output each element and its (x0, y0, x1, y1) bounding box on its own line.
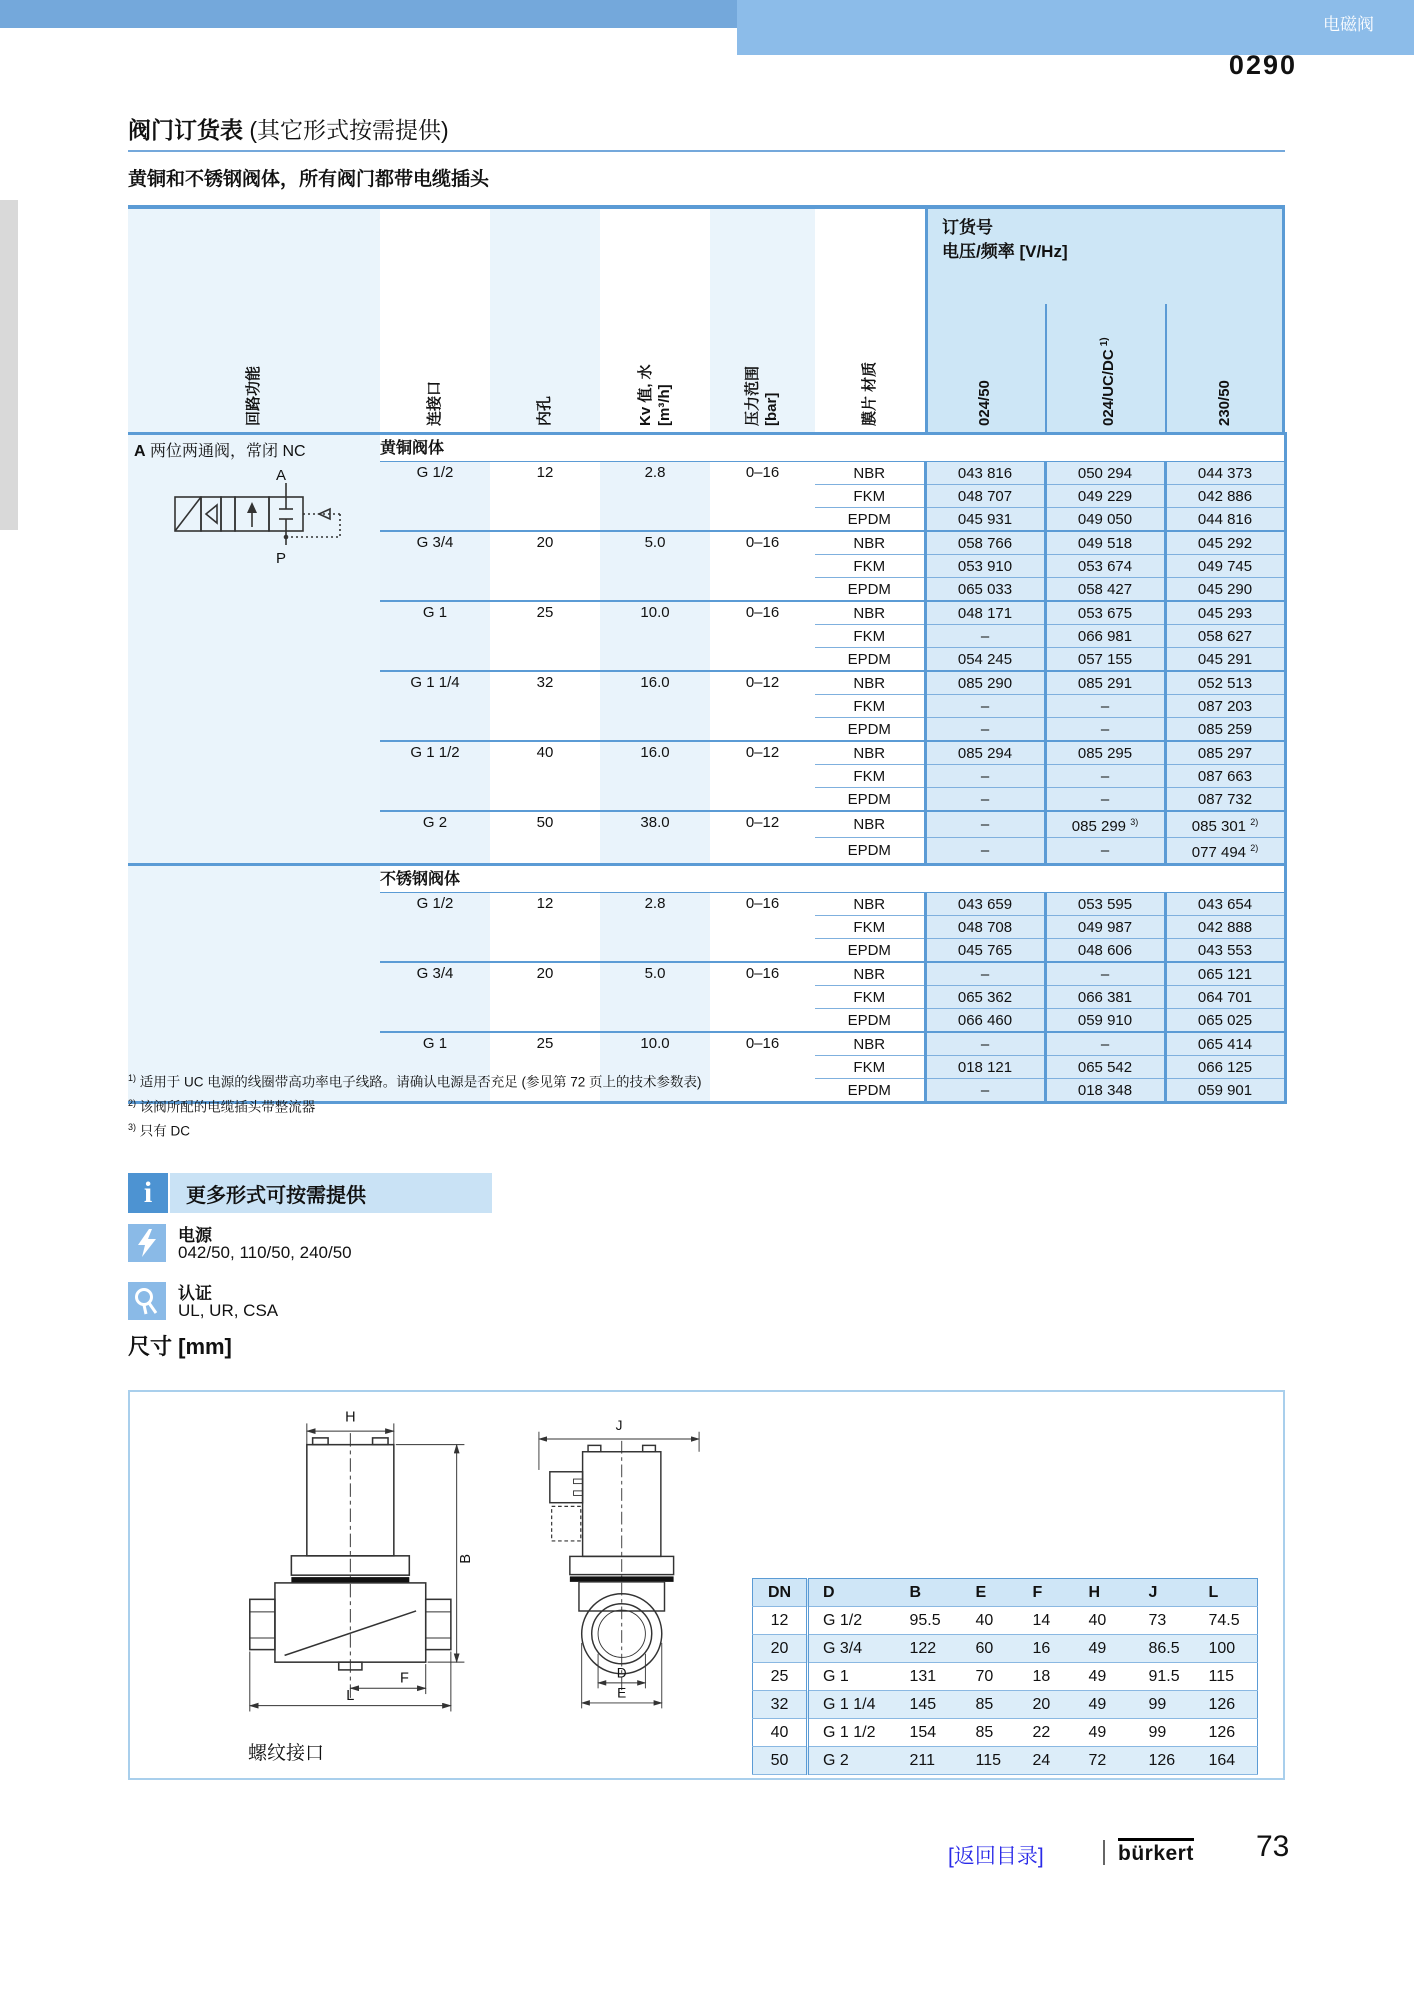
order-number-cell: 018 121 (925, 1056, 1045, 1079)
dim-cell: 70 (962, 1663, 1019, 1691)
order-number-cell: 064 701 (1165, 986, 1285, 1009)
dim-cell: 122 (896, 1635, 962, 1663)
info-banner: 更多形式可按需提供 (170, 1173, 492, 1213)
order-number-cell: 066 460 (925, 1009, 1045, 1033)
order-number-cell: 066 381 (1045, 986, 1165, 1009)
dim-cell: G 2 (808, 1747, 896, 1775)
order-number-cell: 045 931 (925, 508, 1045, 532)
order-number-cell: 042 886 (1165, 485, 1285, 508)
dim-col-header: D (808, 1579, 896, 1607)
circuit-function-block (134, 438, 374, 569)
voltage-col-divider (1165, 304, 1167, 432)
material-cell: NBR (815, 601, 925, 625)
order-number-cell: 077 494 $^{2)}$ (1165, 838, 1285, 865)
order-number-cell: 048 708 (925, 916, 1045, 939)
order-number-cell: 085 299 $^{3)}$ (1045, 811, 1165, 838)
conn-cell: G 1/2 (380, 462, 490, 532)
dim-cell: 211 (896, 1747, 962, 1775)
conn-cell: G 1/2 (380, 893, 490, 963)
material-cell: EPDM (815, 1009, 925, 1033)
material-cell: NBR (815, 962, 925, 986)
dim-cell: G 1 1/2 (808, 1719, 896, 1747)
footnote-3: $^{3)}$ 只有 DC (128, 1122, 191, 1139)
dim-cell: G 1 1/4 (808, 1691, 896, 1719)
brand-logo: bürkert (1118, 1838, 1194, 1866)
table-row (753, 1719, 1258, 1747)
order-number-cell: 085 294 (925, 741, 1045, 765)
order-number-cell: 049 229 (1045, 485, 1165, 508)
table-row (753, 1607, 1258, 1635)
kv-cell: 10.0 (600, 601, 710, 671)
dim-col-header: B (896, 1579, 962, 1607)
col-header-voltage-230-50: 230/50 (1216, 380, 1233, 426)
port-p-label: P (275, 550, 287, 567)
section-tab-label: 电磁阀 (1323, 15, 1374, 34)
col-header-pressure: 压力范围 [bar] (744, 365, 780, 426)
material-cell: EPDM (815, 578, 925, 602)
dim-cell: 115 (1195, 1663, 1258, 1691)
order-number-cell: 044 373 (1165, 462, 1285, 485)
col-header-voltage-024-ucdc: 024/UC/DC $^{1)}$ (1099, 337, 1117, 426)
order-number-cell: – (925, 625, 1045, 648)
pressure-cell: 0–16 (710, 462, 815, 532)
pressure-cell: 0–12 (710, 741, 815, 811)
conn-cell: G 1 (380, 601, 490, 671)
kv-cell: 5.0 (600, 531, 710, 601)
dim-cell: 126 (1195, 1719, 1258, 1747)
dim-cell: 20 (1019, 1691, 1075, 1719)
order-table (128, 205, 1285, 1104)
voltage-col-divider (1045, 304, 1047, 432)
order-number-cell: – (1045, 838, 1165, 865)
order-number-cell: – (925, 1032, 1045, 1056)
order-number-cell: – (1045, 1032, 1165, 1056)
dim-col-header: E (962, 1579, 1019, 1607)
dim-cell: 99 (1135, 1691, 1195, 1719)
bore-cell: 32 (490, 671, 600, 741)
pressure-cell: 0–16 (710, 962, 815, 1032)
order-number-cell: – (925, 695, 1045, 718)
dim-cell: 99 (1135, 1719, 1195, 1747)
material-cell: EPDM (815, 718, 925, 742)
order-number-cell: – (925, 838, 1045, 865)
pressure-cell: 0–16 (710, 1032, 815, 1103)
kv-cell: 38.0 (600, 811, 710, 865)
order-number-cell: 058 427 (1045, 578, 1165, 602)
dim-col-header: F (1019, 1579, 1075, 1607)
material-cell: FKM (815, 916, 925, 939)
certification-seal-icon (128, 1282, 166, 1320)
order-number-cell: 085 295 (1045, 741, 1165, 765)
order-number-cell: 054 245 (925, 648, 1045, 672)
col-header-kv: Kv 值, 水 [m³/h] (637, 364, 673, 426)
page-edge-marker (0, 200, 18, 530)
col-header-material: 膜片 材质 (861, 361, 878, 426)
order-number-cell: – (925, 718, 1045, 742)
document-number: 0290 (1228, 50, 1297, 80)
kv-cell: 2.8 (600, 462, 710, 532)
material-cell: EPDM (815, 648, 925, 672)
col-header-connection: 连接口 (426, 380, 443, 426)
conn-cell: G 2 (380, 811, 490, 865)
dim-cell: 20 (753, 1635, 808, 1663)
material-cell: NBR (815, 741, 925, 765)
dim-cell: 12 (753, 1607, 808, 1635)
dim-label-h: H (345, 1409, 356, 1426)
order-table-header (128, 205, 1285, 432)
col-header-circuit-function: 回路功能 (245, 365, 262, 426)
dim-cell: 95.5 (896, 1607, 962, 1635)
pressure-cell: 0–12 (710, 671, 815, 741)
order-number-cell: 065 362 (925, 986, 1045, 1009)
power-values: 042/50, 110/50, 240/50 (178, 1243, 352, 1262)
kv-cell: 16.0 (600, 741, 710, 811)
bore-cell: 40 (490, 741, 600, 811)
material-cell: EPDM (815, 939, 925, 963)
bore-cell: 12 (490, 893, 600, 963)
dim-cell: 72 (1075, 1747, 1135, 1775)
order-number-cell: 059 901 (1165, 1079, 1285, 1103)
dim-cell: G 1/2 (808, 1607, 896, 1635)
order-number-cell: 065 121 (1165, 962, 1285, 986)
footer-divider (1103, 1840, 1105, 1865)
dim-cell: 86.5 (1135, 1635, 1195, 1663)
valve-circuit-symbol (172, 469, 382, 569)
order-number-cell: 045 290 (1165, 578, 1285, 602)
dim-cell: 145 (896, 1691, 962, 1719)
dim-label-b: B (458, 1553, 475, 1564)
material-cell: NBR (815, 1032, 925, 1056)
dim-cell: 100 (1195, 1635, 1258, 1663)
material-cell: NBR (815, 811, 925, 838)
dim-label-e: E (617, 1685, 627, 1701)
dim-cell: 115 (962, 1747, 1019, 1775)
bore-cell: 50 (490, 811, 600, 865)
bore-cell: 25 (490, 1032, 600, 1103)
order-number-cell: 057 155 (1045, 648, 1165, 672)
port-a-label: A (275, 469, 287, 484)
power-icon (128, 1224, 166, 1262)
material-cell: FKM (815, 1056, 925, 1079)
order-number-cell: 053 595 (1045, 893, 1165, 916)
material-cell: FKM (815, 485, 925, 508)
order-number-cell: 085 301 $^{2)}$ (1165, 811, 1285, 838)
material-cell: EPDM (815, 788, 925, 812)
dim-cell: 126 (1195, 1691, 1258, 1719)
order-number-cell: 044 816 (1165, 508, 1285, 532)
order-number-line1: 订货号 (942, 218, 993, 237)
order-number-cell: 043 654 (1165, 893, 1285, 916)
order-number-cell: 049 050 (1045, 508, 1165, 532)
order-number-cell: 065 542 (1045, 1056, 1165, 1079)
material-cell: EPDM (815, 838, 925, 865)
order-number-cell: 045 293 (1165, 601, 1285, 625)
dim-label-d: D (616, 1665, 627, 1681)
info-icon: i (128, 1173, 168, 1213)
pressure-cell: 0–16 (710, 531, 815, 601)
dim-cell: 154 (896, 1719, 962, 1747)
order-number-cell: 058 766 (925, 531, 1045, 555)
kv-cell: 10.0 (600, 1032, 710, 1103)
bore-cell: 12 (490, 462, 600, 532)
order-number-cell: 048 707 (925, 485, 1045, 508)
order-number-cell: – (1045, 765, 1165, 788)
table-row (753, 1747, 1258, 1775)
page-title (128, 112, 449, 145)
dim-cell: 24 (1019, 1747, 1075, 1775)
order-number-cell: 085 290 (925, 671, 1045, 695)
conn-cell: G 3/4 (380, 531, 490, 601)
order-number-cell: 052 513 (1165, 671, 1285, 695)
order-number-cell: 048 171 (925, 601, 1045, 625)
pressure-cell: 0–12 (710, 811, 815, 865)
power-label: 电源 (178, 1226, 212, 1245)
dim-cell: 32 (753, 1691, 808, 1719)
order-number-cell: 018 348 (1045, 1079, 1165, 1103)
table-subtitle: 黄铜和不锈钢阀体，所有阀门都带电缆插头 (128, 169, 490, 190)
order-number-cell: 085 259 (1165, 718, 1285, 742)
dim-cell: 49 (1075, 1635, 1135, 1663)
dim-cell: 85 (962, 1719, 1019, 1747)
dim-cell: G 3/4 (808, 1635, 896, 1663)
order-number-cell: – (925, 765, 1045, 788)
dim-cell: 50 (753, 1747, 808, 1775)
dim-cell: 25 (753, 1663, 808, 1691)
order-number-cell: 042 888 (1165, 916, 1285, 939)
material-cell: NBR (815, 531, 925, 555)
circuit-function-letter: A (134, 443, 146, 460)
table-row (753, 1663, 1258, 1691)
pressure-cell: 0–16 (710, 893, 815, 963)
bore-cell: 25 (490, 601, 600, 671)
valve-side-view-drawing (528, 1406, 710, 1725)
order-number-cell: 049 745 (1165, 555, 1285, 578)
dim-cell: 40 (962, 1607, 1019, 1635)
circuit-function-cell (128, 865, 380, 1103)
table-row (753, 1691, 1258, 1719)
material-cell: FKM (815, 986, 925, 1009)
dim-col-header: J (1135, 1579, 1195, 1607)
kv-cell: 5.0 (600, 962, 710, 1032)
material-cell: EPDM (815, 508, 925, 532)
dimension-table-header-row (753, 1579, 1258, 1607)
bore-cell: 20 (490, 531, 600, 601)
kv-cell: 16.0 (600, 671, 710, 741)
kv-cell: 2.8 (600, 893, 710, 963)
order-number-cell: 087 732 (1165, 788, 1285, 812)
dim-cell: 73 (1135, 1607, 1195, 1635)
footnotes (128, 1068, 702, 1142)
dim-cell: 164 (1195, 1747, 1258, 1775)
footnote-1: $^{1)}$ 适用于 UC 电源的线圈带高功率电子线路。请确认电源是否充足 (参见第 72 页上的技术参数表) (128, 1073, 702, 1090)
top-bar-right (737, 0, 1414, 55)
order-number-cell: – (925, 788, 1045, 812)
title-rule (128, 150, 1285, 152)
body-material-label: 黄铜阀体 (380, 434, 1285, 462)
table-row (753, 1635, 1258, 1663)
material-cell: FKM (815, 695, 925, 718)
dim-label-f: F (400, 1670, 409, 1687)
order-number-cell: 065 414 (1165, 1032, 1285, 1056)
back-to-contents-link[interactable]: [返回目录] (948, 1845, 1044, 1868)
material-cell: FKM (815, 625, 925, 648)
order-number-cell: 043 553 (1165, 939, 1285, 963)
dimension-table (752, 1578, 1258, 1775)
material-cell: NBR (815, 671, 925, 695)
dim-cell: 18 (1019, 1663, 1075, 1691)
order-number-cell: 058 627 (1165, 625, 1285, 648)
dim-cell: 49 (1075, 1719, 1135, 1747)
order-number-cell: 045 765 (925, 939, 1045, 963)
order-number-cell: – (1045, 695, 1165, 718)
dim-cell: 74.5 (1195, 1607, 1258, 1635)
order-number-cell: 053 674 (1045, 555, 1165, 578)
conn-cell: G 1 (380, 1032, 490, 1103)
order-number-cell: 065 033 (925, 578, 1045, 602)
page-title-note: (其它形式按需提供) (249, 117, 449, 143)
dim-cell: 60 (962, 1635, 1019, 1663)
dim-col-header: DN (753, 1579, 808, 1607)
material-cell: EPDM (815, 1079, 925, 1103)
bore-cell: 20 (490, 962, 600, 1032)
certification-values: UL, UR, CSA (178, 1301, 279, 1320)
page-title-main: 阀门订货表 (128, 117, 243, 143)
order-number-cell: 087 663 (1165, 765, 1285, 788)
valve-front-view-drawing (215, 1406, 505, 1725)
dim-cell: 126 (1135, 1747, 1195, 1775)
top-bar-left (0, 0, 737, 28)
material-cell: FKM (815, 765, 925, 788)
order-number-cell: 053 910 (925, 555, 1045, 578)
dimensions-heading: 尺寸 [mm] (128, 1334, 232, 1359)
circuit-function-text: 两位两通阀，常闭 NC (150, 443, 306, 460)
dim-cell: 131 (896, 1663, 962, 1691)
dim-col-header: L (1195, 1579, 1258, 1607)
material-cell: NBR (815, 893, 925, 916)
conn-cell: G 1 1/2 (380, 741, 490, 811)
dim-label-j: J (615, 1417, 623, 1433)
order-number-cell: 087 203 (1165, 695, 1285, 718)
material-cell: FKM (815, 555, 925, 578)
dim-cell: 40 (753, 1719, 808, 1747)
col-header-bore: 内孔 (536, 395, 553, 426)
dim-cell: 16 (1019, 1635, 1075, 1663)
drawing-caption: 螺纹接口 (248, 1743, 325, 1764)
order-number-cell: – (925, 1079, 1045, 1103)
dim-cell: 22 (1019, 1719, 1075, 1747)
dim-cell: 49 (1075, 1691, 1135, 1719)
dim-cell: 49 (1075, 1663, 1135, 1691)
footnote-2: $^{2)}$ 该阀所配的电缆插头带整流器 (128, 1097, 316, 1114)
order-number-cell: 050 294 (1045, 462, 1165, 485)
dim-cell: 40 (1075, 1607, 1135, 1635)
col-header-voltage-024-50: 024/50 (976, 380, 993, 426)
pressure-cell: 0–16 (710, 601, 815, 671)
section-header-row (128, 865, 1285, 893)
order-number-cell: 059 910 (1045, 1009, 1165, 1033)
certification-label: 认证 (178, 1284, 212, 1303)
order-number-cell: 085 291 (1045, 671, 1165, 695)
order-number-cell: – (925, 962, 1045, 986)
order-number-cell: 066 981 (1045, 625, 1165, 648)
order-number-cell: 043 816 (925, 462, 1045, 485)
order-number-cell: – (1045, 962, 1165, 986)
order-number-cell: – (1045, 788, 1165, 812)
order-number-cell: – (925, 811, 1045, 838)
body-material-label: 不锈钢阀体 (380, 865, 1285, 893)
order-number-cell: 043 659 (925, 893, 1045, 916)
order-number-cell: 085 297 (1165, 741, 1285, 765)
order-number-cell: 065 025 (1165, 1009, 1285, 1033)
dim-cell: 14 (1019, 1607, 1075, 1635)
dimensions-box (128, 1390, 1285, 1780)
conn-cell: G 3/4 (380, 962, 490, 1032)
dim-cell: 91.5 (1135, 1663, 1195, 1691)
order-number-cell: 053 675 (1045, 601, 1165, 625)
order-number-cell: 066 125 (1165, 1056, 1285, 1079)
dim-col-header: H (1075, 1579, 1135, 1607)
order-number-cell: 045 292 (1165, 531, 1285, 555)
dim-label-l: L (346, 1687, 355, 1704)
page-number: 73 (1256, 1830, 1290, 1863)
material-cell: NBR (815, 462, 925, 485)
order-number-cell: – (1045, 718, 1165, 742)
order-number-cell: 049 987 (1045, 916, 1165, 939)
order-number-cell: 045 291 (1165, 648, 1285, 672)
order-number-cell: 048 606 (1045, 939, 1165, 963)
dim-cell: 85 (962, 1691, 1019, 1719)
order-number-cell: 049 518 (1045, 531, 1165, 555)
order-number-line2: 电压/频率 [V/Hz] (942, 242, 1068, 261)
conn-cell: G 1 1/4 (380, 671, 490, 741)
dim-cell: G 1 (808, 1663, 896, 1691)
